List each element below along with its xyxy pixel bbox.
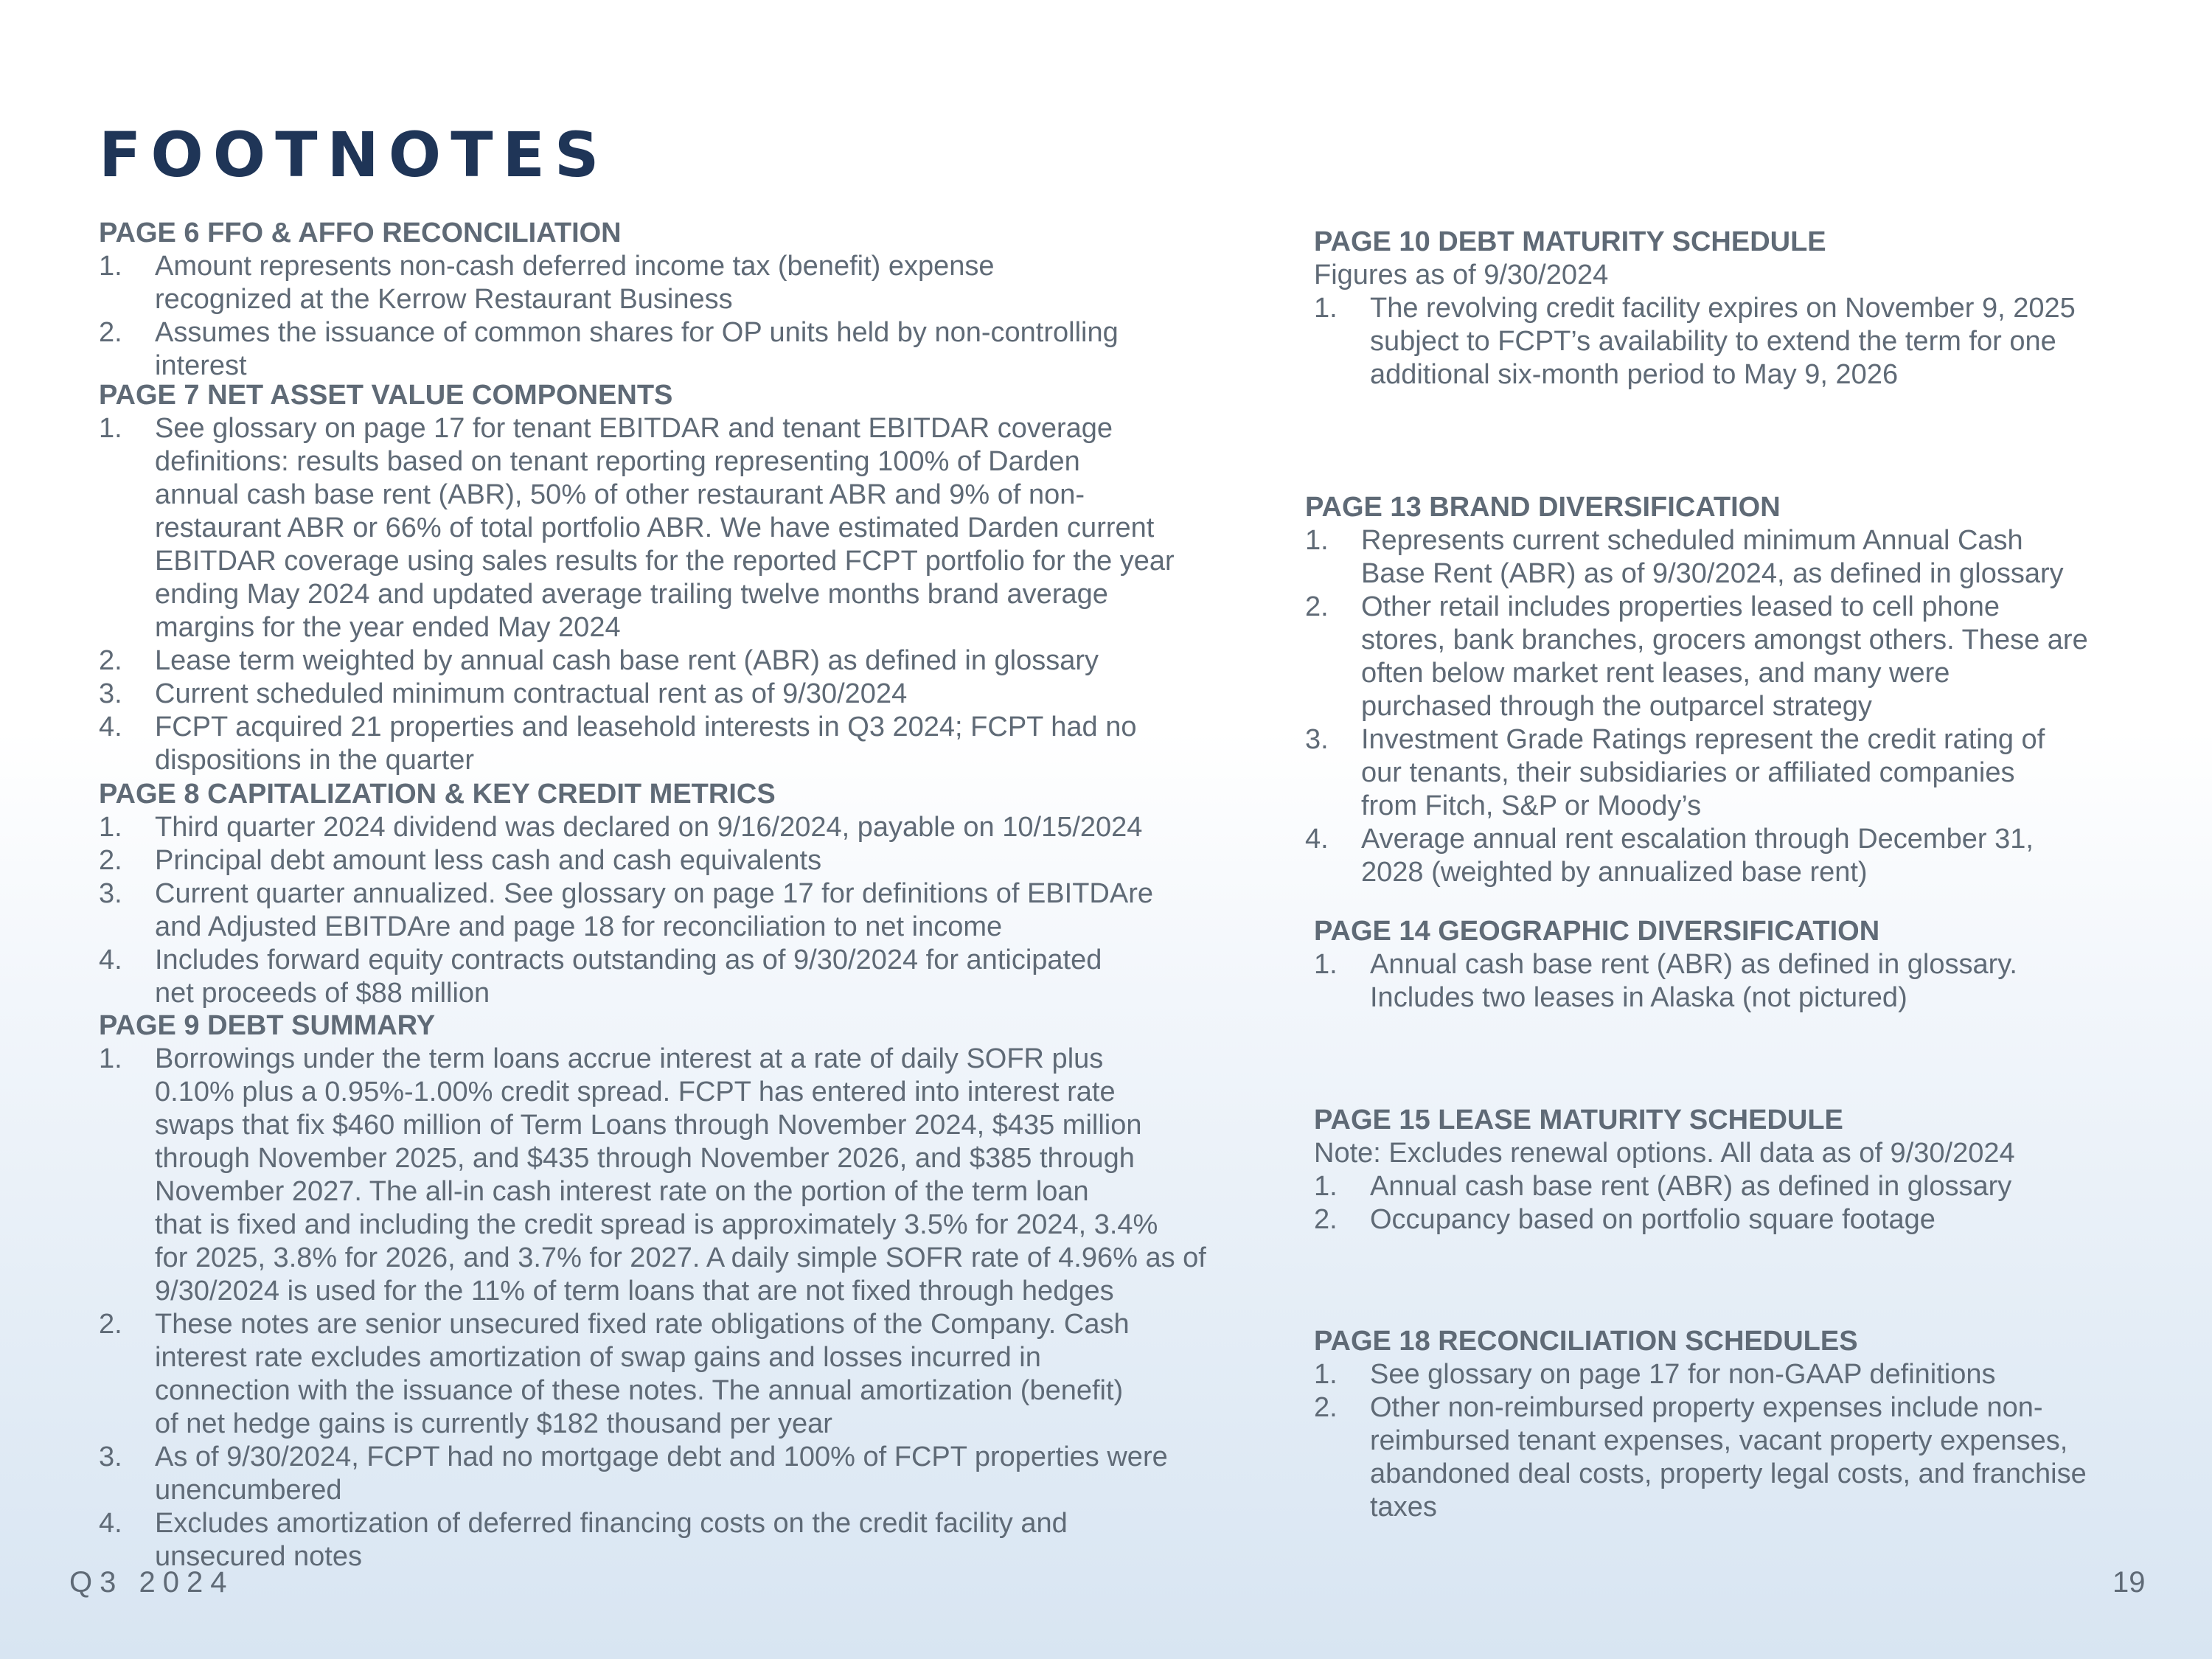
footnote-item xyxy=(99,644,1175,678)
footnote-number: 1. xyxy=(99,413,122,444)
footnote-item xyxy=(99,877,1153,944)
footnote-item xyxy=(99,944,1153,1010)
footnote-line: net proceeds of $88 million xyxy=(155,978,490,1009)
footnote-line: unsecured notes xyxy=(155,1541,362,1572)
footnote-item xyxy=(1305,524,2088,591)
section-heading: PAGE 14 GEOGRAPHIC DIVERSIFICATION xyxy=(1314,916,1880,947)
footnote-number: 1. xyxy=(1314,1359,1338,1390)
page-number: 19 xyxy=(2112,1566,2146,1599)
footnote-number: 2. xyxy=(99,317,122,348)
footnote-item xyxy=(99,412,1175,644)
section-heading: PAGE 15 LEASE MATURITY SCHEDULE xyxy=(1314,1105,1843,1135)
footnote-line: taxes xyxy=(1370,1492,1437,1523)
section-page-15 xyxy=(1314,1104,2015,1237)
page-title: FOOTNOTES xyxy=(99,119,609,191)
footnote-item xyxy=(1314,1170,2015,1203)
footnote-line: Includes forward equity contracts outstanding as of 9/30/2024 for anticipated xyxy=(155,945,1102,975)
footnote-line: definitions: results based on tenant reporting representing 100% of Darden xyxy=(155,446,1080,477)
footnote-item xyxy=(1305,723,2088,823)
footnote-line: and Adjusted EBITDAre and page 18 for reconciliation to net income xyxy=(155,911,1003,942)
footnote-list xyxy=(99,811,1153,1010)
section-page-10 xyxy=(1314,226,2076,392)
footnote-number: 1. xyxy=(99,251,122,282)
footnote-line: Amount represents non-cash deferred income tax (benefit) expense xyxy=(155,251,995,282)
footnote-line: ending May 2024 and updated average trailing twelve months brand average xyxy=(155,579,1108,610)
footnote-list xyxy=(1314,1170,2015,1237)
section-page-9 xyxy=(99,1009,1206,1573)
footnote-line: Base Rent (ABR) as of 9/30/2024, as defined in glossary xyxy=(1361,558,2064,589)
footnote-line: As of 9/30/2024, FCPT had no mortgage debt and 100% of FCPT properties were xyxy=(155,1441,1168,1472)
section-page-7 xyxy=(99,379,1175,777)
footnote-line: Other non-reimbursed property expenses include non- xyxy=(1370,1392,2043,1423)
section-heading: PAGE 10 DEBT MATURITY SCHEDULE xyxy=(1314,226,1826,257)
footnote-number: 2. xyxy=(99,645,122,676)
footnote-line: unencumbered xyxy=(155,1475,342,1506)
footnote-line: subject to FCPT’s availability to extend the term for one xyxy=(1370,326,2056,357)
footnote-number: 4. xyxy=(99,945,122,975)
footnote-line: See glossary on page 17 for tenant EBITDAR and tenant EBITDAR coverage xyxy=(155,413,1113,444)
footnote-line: often below market rent leases, and many were xyxy=(1361,658,1950,689)
footnote-number: 3. xyxy=(99,1441,122,1472)
section-heading: PAGE 6 FFO & AFFO RECONCILIATION xyxy=(99,218,622,248)
footnote-line: Represents current scheduled minimum Annual Cash xyxy=(1361,525,2023,556)
footnote-line: Principal debt amount less cash and cash equivalents xyxy=(155,845,822,876)
footnote-line: 0.10% plus a 0.95%-1.00% credit spread. FCPT has entered into interest rate xyxy=(155,1077,1116,1107)
footnote-item xyxy=(1314,1358,2087,1391)
footnote-line: margins for the year ended May 2024 xyxy=(155,612,621,643)
footnote-item xyxy=(99,1308,1206,1441)
footnote-list xyxy=(99,412,1175,777)
footnote-line: EBITDAR coverage using sales results for the reported FCPT portfolio for the year xyxy=(155,546,1175,577)
footnote-line: Investment Grade Ratings represent the credit rating of xyxy=(1361,724,2045,755)
footnote-line: interest xyxy=(155,350,247,381)
footnote-item xyxy=(99,1507,1206,1573)
footnote-item xyxy=(1305,823,2088,889)
footnote-line: Annual cash base rent (ABR) as defined in glossary. xyxy=(1370,949,2017,980)
footnote-line: Third quarter 2024 dividend was declared on 9/16/2024, payable on 10/15/2024 xyxy=(155,812,1143,843)
footnote-number: 2. xyxy=(1305,591,1329,622)
footnote-item xyxy=(1314,1203,2015,1237)
footnote-item xyxy=(99,844,1153,877)
footnote-number: 4. xyxy=(99,1508,122,1539)
footnote-item xyxy=(1314,948,2017,1015)
footnote-item xyxy=(99,316,1119,383)
section-page-6 xyxy=(99,217,1119,383)
footnote-number: 3. xyxy=(1305,724,1329,755)
footnote-line: reimbursed tenant expenses, vacant property expenses, xyxy=(1370,1425,2068,1456)
section-page-14 xyxy=(1314,915,2017,1015)
footnote-line: Average annual rent escalation through December 31, xyxy=(1361,824,2034,855)
footnote-line: FCPT acquired 21 properties and leasehold interests in Q3 2024; FCPT had no xyxy=(155,712,1137,742)
footnote-line: purchased through the outparcel strategy xyxy=(1361,691,1872,722)
section-page-13 xyxy=(1305,491,2088,889)
footnote-number: 1. xyxy=(1314,949,1338,980)
footnote-line: through November 2025, and $435 through November 2026, and $385 through xyxy=(155,1143,1135,1174)
footnote-item xyxy=(99,678,1175,711)
footnote-line: Includes two leases in Alaska (not pictured) xyxy=(1370,982,1907,1013)
footnote-line: dispositions in the quarter xyxy=(155,745,475,776)
footnote-line: See glossary on page 17 for non-GAAP definitions xyxy=(1370,1359,1996,1390)
footnote-line: Current scheduled minimum contractual rent as of 9/30/2024 xyxy=(155,678,908,709)
footnote-number: 3. xyxy=(99,678,122,709)
footnote-line: additional six-month period to May 9, 2026 xyxy=(1370,359,1899,390)
footnote-line: Excludes amortization of deferred financing costs on the credit facility and xyxy=(155,1508,1068,1539)
footnote-item xyxy=(1305,591,2088,723)
footnote-line: annual cash base rent (ABR), 50% of other restaurant ABR and 9% of non- xyxy=(155,479,1085,510)
footer-period: Q3 2024 xyxy=(69,1566,234,1599)
footnote-line: Lease term weighted by annual cash base rent (ABR) as defined in glossary xyxy=(155,645,1099,676)
footnote-number: 1. xyxy=(1314,1171,1338,1202)
footnote-number: 1. xyxy=(1314,293,1338,324)
section-heading: PAGE 9 DEBT SUMMARY xyxy=(99,1010,436,1041)
section-note: Note: Excludes renewal options. All data as of 9/30/2024 xyxy=(1314,1138,2015,1169)
footnote-line: Current quarter annualized. See glossary on page 17 for definitions of EBITDAre xyxy=(155,878,1153,909)
footnote-line: November 2027. The all-in cash interest rate on the portion of the term loan xyxy=(155,1176,1089,1207)
footnote-line: Assumes the issuance of common shares for OP units held by non-controlling xyxy=(155,317,1119,348)
footnote-number: 1. xyxy=(99,1043,122,1074)
footnote-item xyxy=(99,1441,1206,1507)
section-heading: PAGE 8 CAPITALIZATION & KEY CREDIT METRICS xyxy=(99,779,776,810)
footnote-item xyxy=(99,250,1119,316)
footnote-number: 2. xyxy=(99,845,122,876)
footnote-list xyxy=(1305,524,2088,889)
footnote-line: 9/30/2024 is used for the 11% of term loans that are not fixed through hedges xyxy=(155,1276,1114,1307)
footnote-number: 2. xyxy=(1314,1392,1338,1423)
section-page-18 xyxy=(1314,1325,2087,1524)
footnote-number: 2. xyxy=(1314,1204,1338,1235)
footnote-line: restaurant ABR or 66% of total portfolio ABR. We have estimated Darden current xyxy=(155,512,1155,543)
footnote-line: our tenants, their subsidiaries or affiliated companies xyxy=(1361,757,2015,788)
footnote-line: Occupancy based on portfolio square footage xyxy=(1370,1204,1935,1235)
footnote-number: 2. xyxy=(99,1309,122,1340)
footnote-line: abandoned deal costs, property legal costs, and franchise xyxy=(1370,1458,2087,1489)
footnote-line: swaps that fix $460 million of Term Loans through November 2024, $435 million xyxy=(155,1110,1142,1141)
footnote-number: 1. xyxy=(1305,525,1329,556)
footnote-line: recognized at the Kerrow Restaurant Business xyxy=(155,284,733,315)
footnote-item xyxy=(1314,292,2076,392)
footnote-list xyxy=(1314,948,2017,1015)
footnote-number: 1. xyxy=(99,812,122,843)
footnote-line: Borrowings under the term loans accrue interest at a rate of daily SOFR plus xyxy=(155,1043,1104,1074)
footnote-line: interest rate excludes amortization of swap gains and losses incurred in xyxy=(155,1342,1041,1373)
section-note: Figures as of 9/30/2024 xyxy=(1314,260,1609,291)
footnote-line: connection with the issuance of these notes. The annual amortization (benefit) xyxy=(155,1375,1124,1406)
footnote-item xyxy=(99,811,1153,844)
footnote-line: of net hedge gains is currently $182 thousand per year xyxy=(155,1408,832,1439)
footnote-item xyxy=(1314,1391,2087,1524)
footnote-line: from Fitch, S&P or Moody’s xyxy=(1361,790,1702,821)
footnote-line: that is fixed and including the credit spread is approximately 3.5% for 2024, 3.4% xyxy=(155,1209,1158,1240)
section-heading: PAGE 18 RECONCILIATION SCHEDULES xyxy=(1314,1326,1858,1357)
footnote-line: for 2025, 3.8% for 2026, and 3.7% for 2027. A daily simple SOFR rate of 4.96% as of xyxy=(155,1242,1206,1273)
footnote-item xyxy=(99,711,1175,777)
footnote-number: 4. xyxy=(99,712,122,742)
footnote-list xyxy=(1314,292,2076,392)
section-heading: PAGE 7 NET ASSET VALUE COMPONENTS xyxy=(99,380,673,411)
footnote-item xyxy=(99,1043,1206,1308)
footnote-line: stores, bank branches, grocers amongst others. These are xyxy=(1361,625,2088,655)
footnote-number: 4. xyxy=(1305,824,1329,855)
section-page-8 xyxy=(99,778,1153,1010)
footnote-line: Annual cash base rent (ABR) as defined in glossary xyxy=(1370,1171,2012,1202)
footnote-list xyxy=(99,1043,1206,1573)
footnote-line: Other retail includes properties leased to cell phone xyxy=(1361,591,2000,622)
footnote-line: 2028 (weighted by annualized base rent) xyxy=(1361,857,1868,888)
footnote-list xyxy=(99,250,1119,383)
footnote-number: 3. xyxy=(99,878,122,909)
footnote-line: The revolving credit facility expires on November 9, 2025 xyxy=(1370,293,2076,324)
footnote-list xyxy=(1314,1358,2087,1524)
section-heading: PAGE 13 BRAND DIVERSIFICATION xyxy=(1305,492,1781,523)
footnote-line: These notes are senior unsecured fixed rate obligations of the Company. Cash xyxy=(155,1309,1130,1340)
